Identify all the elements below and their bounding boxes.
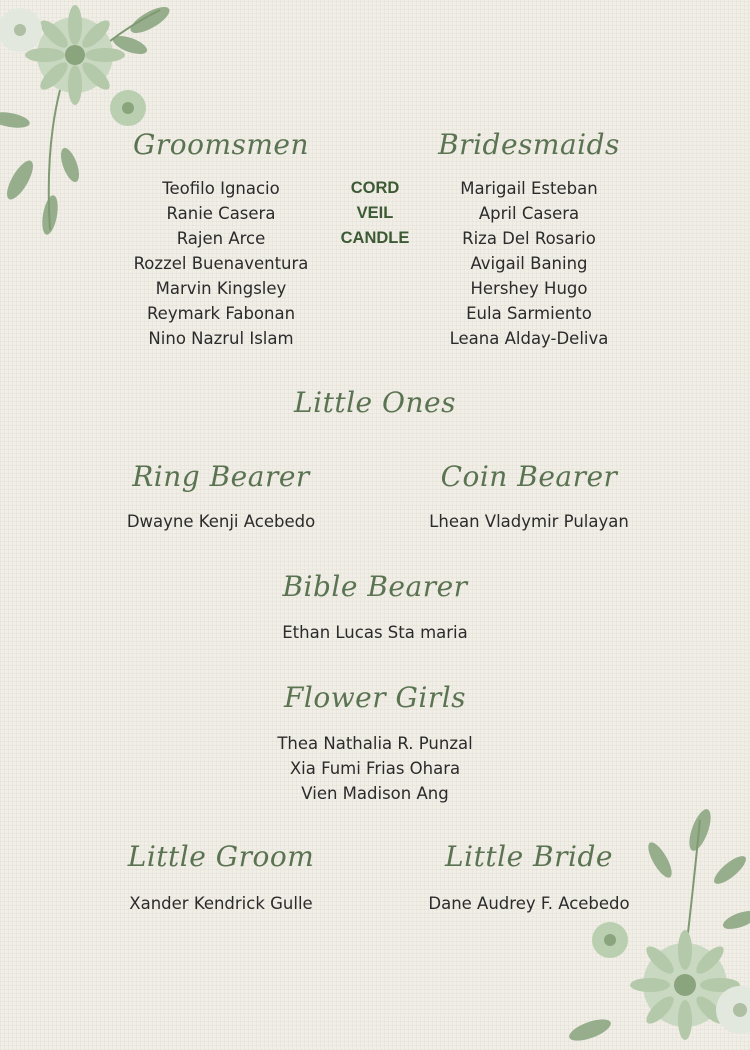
bridesmaid-name: Marigail Esteban (460, 179, 598, 198)
groomsman-name: Rozzel Buenaventura (133, 254, 309, 273)
bridesmaids-list (450, 176, 609, 351)
coin-bearer-heading: Coin Bearer (440, 460, 618, 493)
groomsman-name: Nino Nazrul Islam (148, 329, 294, 348)
little-bride-heading: Little Bride (445, 840, 613, 873)
groomsman-name: Reymark Fabonan (146, 304, 296, 323)
sponsor-role: CORD (350, 179, 400, 197)
ring-bearer-heading: Ring Bearer (132, 460, 310, 493)
little-groom-heading: Little Groom (127, 840, 315, 873)
ring-bearer-name: Dwayne Kenji Acebedo (126, 512, 316, 531)
bridesmaid-name: Avigail Baning (470, 254, 588, 273)
little-ones-heading: Little Ones (294, 386, 456, 419)
bridesmaids-heading: Bridesmaids (438, 128, 620, 161)
flower-girl-name: Xia Fumi Frias Ohara (289, 759, 461, 778)
coin-bearer-name: Lhean Vladymir Pulayan (429, 512, 629, 531)
bridesmaid-name: Riza Del Rosario (462, 229, 596, 248)
bible-bearer-heading: Bible Bearer (282, 570, 468, 603)
bridesmaid-name: Leana Alday-Deliva (449, 329, 609, 348)
groomsman-name: Marvin Kingsley (155, 279, 287, 298)
little-groom-name: Xander Kendrick Gulle (129, 894, 313, 913)
flower-girl-name: Vien Madison Ang (301, 784, 449, 803)
floral-corner-bottom-right (550, 800, 750, 1050)
flower-girls-heading: Flower Girls (283, 681, 467, 714)
sponsor-role: CANDLE (340, 229, 410, 247)
bridesmaid-name: April Casera (478, 204, 580, 223)
flower-girls-list (277, 731, 472, 806)
groomsman-name: Ranie Casera (166, 204, 276, 223)
secondary-sponsors-list (341, 176, 410, 251)
bridesmaid-name: Hershey Hugo (470, 279, 588, 298)
groomsman-name: Rajen Arce (176, 229, 266, 248)
bible-bearer-name: Ethan Lucas Sta maria (282, 623, 468, 642)
groomsman-name: Teofilo Ignacio (162, 179, 280, 198)
groomsmen-heading: Groomsmen (132, 128, 310, 161)
flower-girl-name: Thea Nathalia R. Punzal (277, 734, 473, 753)
groomsmen-list (134, 176, 309, 351)
bridesmaid-name: Eula Sarmiento (466, 304, 592, 323)
little-bride-name: Dane Audrey F. Acebedo (428, 894, 630, 913)
sponsor-role: VEIL (356, 204, 394, 222)
